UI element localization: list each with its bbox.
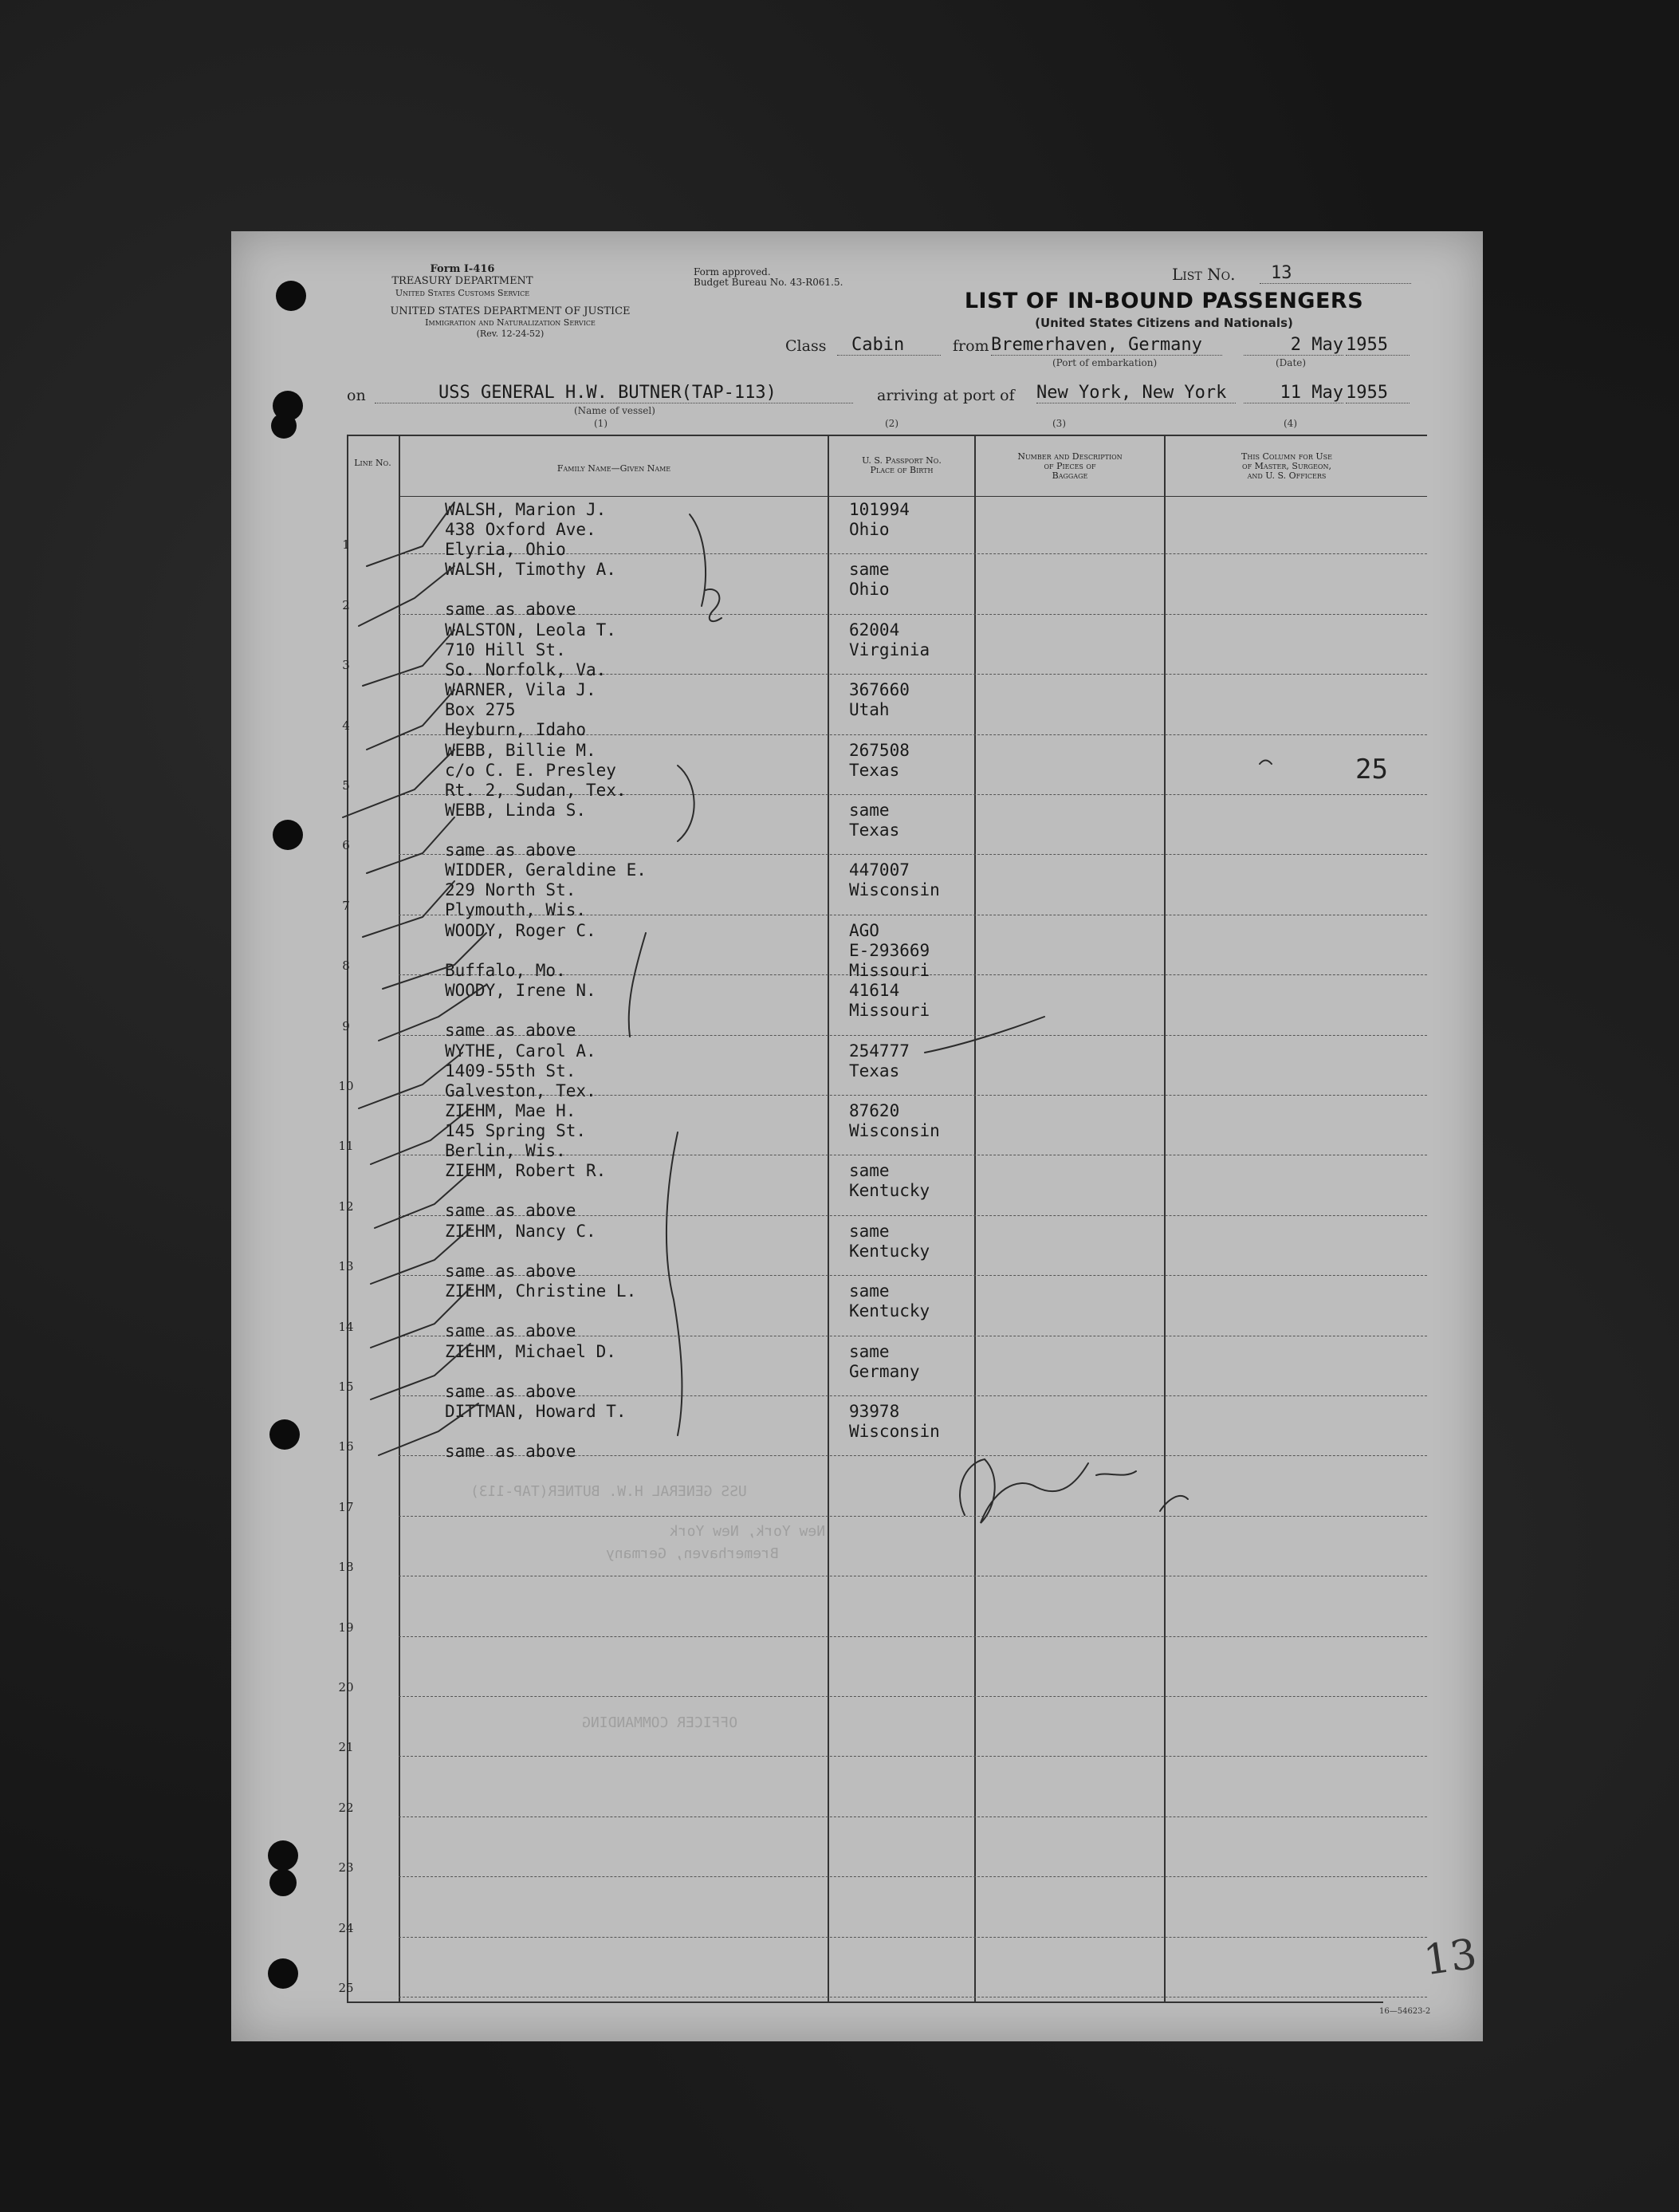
passenger-name-address: WALSTON, Leola T. 710 Hill St. So. Norfolk, Va. — [445, 620, 616, 679]
vessel-caption: (Name of vessel) — [574, 405, 655, 416]
passenger-name-address: DITTMAN, Howard T. same as above — [445, 1402, 627, 1461]
col-num-3: (3) — [1052, 418, 1066, 429]
bleed-through-1: USS GENERAL H.W. BUTNER(TAP-113) — [470, 1483, 747, 1500]
budget-bureau: Budget Bureau No. 43-R061.5. — [694, 277, 843, 288]
check-mark — [363, 881, 454, 937]
check-mark — [367, 690, 454, 750]
passenger-name-address: WALSH, Marion J. 438 Oxford Ave. Elyria, Ohio — [445, 500, 607, 559]
col-num-2: (2) — [885, 418, 898, 429]
port-embarkation-caption: (Port of embarkation) — [1052, 357, 1158, 368]
line-number: 16 — [338, 1439, 354, 1454]
agency-sub: United States Customs Service — [395, 288, 530, 298]
line-number: 22 — [338, 1800, 354, 1815]
passenger-name-address: ZIEHM, Mae H. 145 Spring St. Berlin, Wis. — [445, 1101, 587, 1160]
departure-year: 1955 — [1346, 335, 1410, 356]
col-header-baggage-2: of Pieces of — [1044, 461, 1096, 471]
passenger-name-address: ZIEHM, Christine L. same as above — [445, 1281, 637, 1341]
passenger-name-address: ZIEHM, Nancy C. same as above — [445, 1221, 596, 1281]
manifest-page — [231, 231, 1483, 2041]
bleed-through-2: New York, New York — [670, 1523, 826, 1540]
date-caption: (Date) — [1276, 357, 1307, 368]
check-mark — [375, 1172, 470, 1228]
line-number: 10 — [338, 1079, 354, 1093]
passport-birthplace: 62004 Virginia — [849, 620, 930, 659]
dept-justice: UNITED STATES DEPARTMENT OF JUSTICE — [390, 305, 631, 317]
passport-birthplace: same Ohio — [849, 560, 890, 600]
col-num-4: (4) — [1284, 418, 1297, 429]
departure-date: 2 May — [1244, 335, 1343, 356]
line-number: 17 — [338, 1499, 354, 1514]
passport-birthplace: 41614 Missouri — [849, 981, 930, 1021]
passport-birthplace: 93978 Wisconsin — [849, 1402, 940, 1441]
check-mark — [343, 750, 454, 817]
col-num-1: (1) — [594, 418, 608, 429]
line-number: 3 — [342, 658, 350, 673]
class-value: Cabin — [837, 335, 941, 356]
arriving-label: arriving at port of — [877, 387, 1015, 404]
col-header-baggage-3: Baggage — [1052, 470, 1088, 481]
col-header-officers-1: This Column for Use — [1241, 451, 1332, 462]
passenger-name-address: WEBB, Linda S. same as above — [445, 801, 587, 860]
check-mark — [359, 566, 454, 626]
page-subtitle: (United States Citizens and Nationals) — [1035, 316, 1293, 330]
passport-birthplace: AGO E-293669 Missouri — [849, 920, 930, 980]
check-mark — [371, 1344, 470, 1399]
check-mark — [383, 933, 486, 989]
passenger-name-address: ZIEHM, Michael D. same as above — [445, 1341, 616, 1401]
margin-handwritten-number: 13 — [1421, 1930, 1480, 1986]
line-number: 21 — [338, 1740, 354, 1755]
passport-birthplace: 101994 Ohio — [849, 500, 910, 539]
passenger-name-address: WIDDER, Geraldine E. 229 North St. Plymouth, Wis. — [445, 860, 647, 920]
revision: (Rev. 12-24-52) — [476, 329, 545, 339]
passport-birthplace: same Kentucky — [849, 1281, 930, 1321]
check-mark — [367, 817, 454, 873]
arrival-date: 11 May — [1244, 383, 1343, 403]
line-number: 5 — [342, 778, 350, 793]
passport-birthplace: 87620 Wisconsin — [849, 1101, 940, 1140]
check-mark — [371, 1228, 470, 1284]
line-number: 24 — [338, 1920, 354, 1935]
check-mark — [379, 1403, 478, 1455]
passenger-name-address: WALSH, Timothy A. same as above — [445, 560, 616, 620]
officer-note: 25 — [1355, 754, 1388, 785]
line-number: 9 — [342, 1018, 350, 1033]
check-mark — [371, 1108, 470, 1164]
passenger-name-address: WYTHE, Carol A. 1409-55th St. Galveston, Tex. — [445, 1041, 596, 1100]
passenger-name-address: ZIEHM, Robert R. same as above — [445, 1161, 607, 1221]
line-number: 23 — [338, 1860, 354, 1875]
passport-birthplace: same Texas — [849, 801, 900, 840]
bleed-through-4: OFFICER COMMANDING — [582, 1714, 738, 1731]
arrival-year: 1955 — [1346, 383, 1410, 403]
passport-birthplace: 254777 Texas — [849, 1041, 910, 1080]
col-header-officers-2: of Master, Surgeon, — [1242, 461, 1331, 471]
col-header-passport-2: Place of Birth — [870, 465, 934, 475]
line-number: 7 — [342, 898, 350, 913]
line-number: 8 — [342, 958, 350, 974]
form-number: Form I-416 — [430, 263, 495, 275]
list-no-label: List No. — [1172, 265, 1236, 284]
col-header-officers-3: and U. S. Officers — [1247, 470, 1327, 481]
vessel-name: USS GENERAL H.W. BUTNER(TAP-113) — [375, 383, 853, 403]
line-number: 1 — [342, 537, 350, 553]
passenger-name-address: WOODY, Roger C. Buffalo, Mo. — [445, 920, 596, 980]
passport-birthplace: same Kentucky — [849, 1161, 930, 1201]
passenger-name-address: WEBB, Billie M. c/o C. E. Presley Rt. 2, Sudan, Tex. — [445, 740, 627, 800]
line-number: 11 — [338, 1139, 354, 1154]
col-header-name: Family Name—Given Name — [556, 463, 671, 474]
bleed-through-3: Bremerhaven, Germany — [606, 1545, 779, 1562]
line-number: 19 — [338, 1620, 354, 1635]
handwritten-checkmarks — [231, 231, 1483, 2041]
on-label: on — [347, 387, 366, 404]
passport-birthplace: 447007 Wisconsin — [849, 860, 940, 900]
form-approved: Form approved. — [694, 266, 771, 277]
col-header-passport-1: U. S. Passport No. — [862, 455, 942, 466]
check-mark — [359, 1053, 462, 1108]
check-mark — [379, 985, 486, 1041]
arrival-port: New York, New York — [1036, 383, 1236, 403]
port-of-embarkation: Bremerhaven, Germany — [991, 335, 1222, 356]
col-header-baggage-1: Number and Description — [1017, 451, 1123, 462]
check-mark — [363, 630, 454, 686]
passport-birthplace: 367660 Utah — [849, 680, 910, 720]
from-label: from — [953, 337, 989, 355]
passenger-name-address: WOODY, Irene N. same as above — [445, 981, 596, 1041]
line-number: 4 — [342, 718, 350, 733]
line-number: 20 — [338, 1680, 354, 1694]
agency-top: TREASURY DEPARTMENT — [391, 275, 533, 287]
ins-name: Immigration and Naturalization Service — [425, 317, 596, 328]
footer-print-code: 16—54623-2 — [1379, 2007, 1431, 2016]
passport-birthplace: 267508 Texas — [849, 740, 910, 780]
page-title: LIST OF IN-BOUND PASSENGERS — [964, 289, 1364, 313]
line-number: 12 — [338, 1198, 354, 1214]
passport-birthplace: same Kentucky — [849, 1221, 930, 1261]
check-mark — [367, 502, 454, 566]
line-number: 2 — [342, 597, 350, 612]
check-mark — [371, 1288, 470, 1348]
col-header-line-no: Line No. — [354, 458, 391, 468]
line-number: 18 — [338, 1560, 354, 1575]
line-number: 13 — [338, 1259, 354, 1274]
passport-birthplace: same Germany — [849, 1341, 920, 1381]
line-number: 6 — [342, 838, 350, 853]
line-number: 25 — [338, 1981, 354, 1995]
line-number: 14 — [338, 1319, 354, 1334]
passenger-name-address: WARNER, Vila J. Box 275 Heyburn, Idaho — [445, 680, 596, 740]
list-no-value: 13 — [1260, 263, 1411, 284]
class-label: Class — [785, 337, 827, 355]
line-number: 15 — [338, 1380, 354, 1394]
